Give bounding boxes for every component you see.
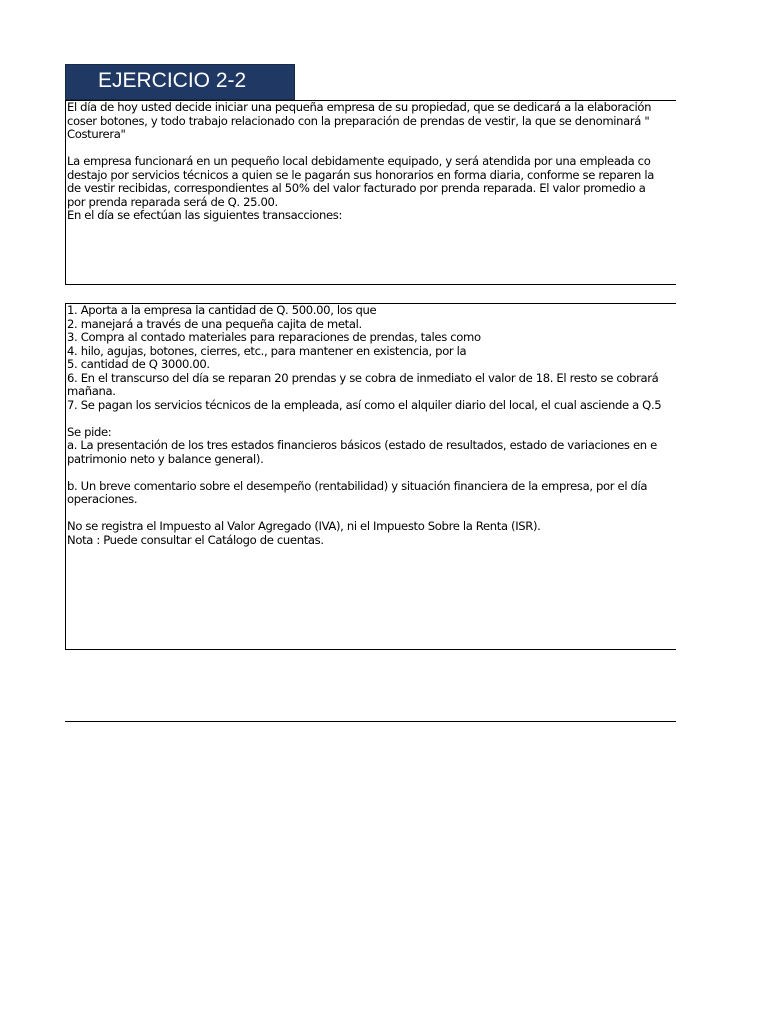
bottom-divider	[65, 721, 676, 722]
transaction-text-line: 7. Se pagan los servicios técnicos de la empleada, así como el alquiler diario del local, el cual asciende a Q.5	[67, 397, 662, 412]
intro-text-line: por prenda reparada será de Q. 25.00.	[67, 194, 278, 209]
intro-text-line: coser botones, y todo trabajo relacionado con la preparación de prendas de vestir, la que se denominará "	[67, 113, 650, 128]
transaction-text-line: operaciones.	[67, 492, 138, 506]
transaction-text-line: a. La presentación de los tres estados financieros básicos (estado de resultados, estado de variaciones en e	[67, 438, 657, 452]
transaction-text-line: mañana.	[67, 384, 116, 398]
transaction-text-line: Se pide:	[67, 424, 112, 439]
blank-line	[66, 507, 676, 521]
intro-text-line: Costurera"	[67, 127, 126, 141]
transaction-text-line: 2. manejará a través de una pequeña cajita de metal.	[67, 316, 362, 331]
transaction-text-line: 1. Aporta a la empresa la cantidad de Q. 500.00, los que	[67, 303, 377, 317]
intro-text-line: En el día se efectúan las siguientes transacciones:	[67, 208, 343, 222]
transaction-text-line: 4. hilo, agujas, botones, cierres, etc., para mantener en existencia, por la	[67, 343, 467, 358]
transaction-text-line: patrimonio neto y balance general).	[67, 451, 264, 466]
transaction-text-line: 6. En el transcurso del día se reparan 20 prendas y se cobra de inmediato el valor de 18. El resto se cobrará	[67, 370, 659, 385]
blank-line	[66, 142, 676, 156]
blank-line	[66, 466, 676, 480]
intro-text-line: destajo por servicios técnicos a quien se le pagarán sus honorarios en forma diaria, conforme se reparen la	[67, 167, 654, 182]
transaction-text-line: b. Un breve comentario sobre el desempeño (rentabilidad) y situación financiera de la empresa, por el día	[67, 478, 648, 493]
transaction-text-line: 3. Compra al contado materiales para reparaciones de prendas, tales como	[67, 330, 481, 344]
transaction-text-line: 5. cantidad de Q 3000.00.	[67, 357, 210, 371]
intro-text-box	[65, 100, 676, 285]
intro-text-line: La empresa funcionará en un pequeño local debidamente equipado, y será atendida por una empleada co	[67, 154, 651, 168]
blank-line	[66, 412, 676, 426]
exercise-title: EJERCICIO 2-2	[65, 64, 295, 100]
intro-text-line: El día de hoy usted decide iniciar una pequeña empresa de su propiedad, que se dedicará a la elaboración	[67, 100, 652, 114]
transactions-text-box	[65, 303, 676, 650]
transaction-text-line: Nota : Puede consultar el Catálogo de cuentas.	[67, 532, 324, 547]
transaction-text-line: No se registra el Impuesto al Valor Agregado (IVA), ni el Impuesto Sobre la Renta (ISR).	[67, 519, 541, 533]
intro-text-line: de vestir recibidas, correspondientes al 50% del valor facturado por prenda reparada. El valor promedio a	[67, 181, 646, 195]
